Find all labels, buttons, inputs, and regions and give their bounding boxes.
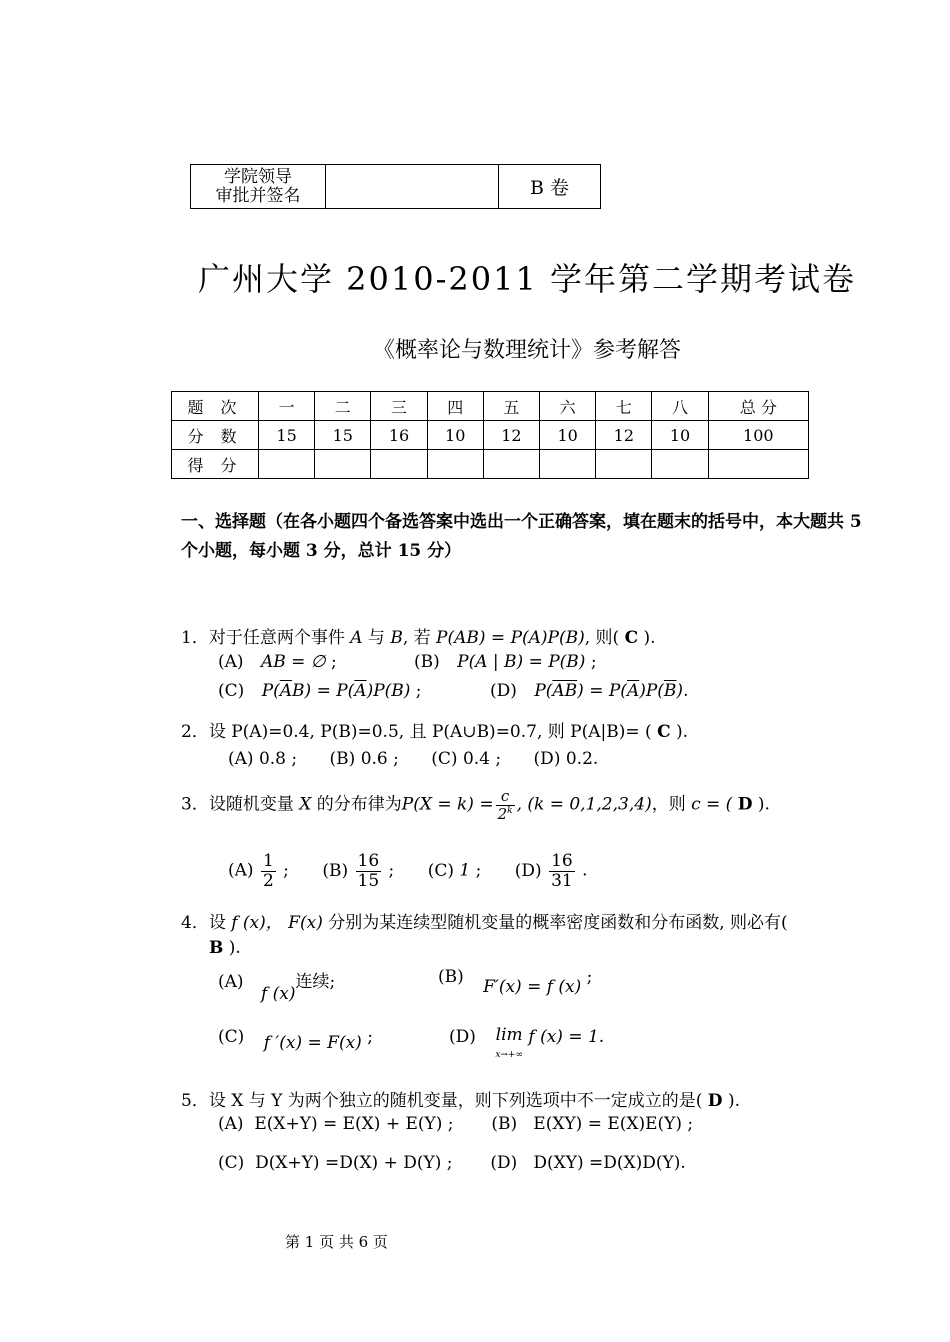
approval-label	[191, 165, 326, 209]
q5-options-line2: (C) D(X+Y) =D(X) + D(Y) ; (D) D(XY) =D(X)D(Y).	[218, 1153, 686, 1173]
points-cell: 10	[427, 421, 483, 450]
paper-version: B 卷	[499, 165, 601, 209]
q1-text: , 则(	[584, 628, 620, 648]
points-cell: 15	[259, 421, 315, 450]
q1-math: P(AB) = P(A)P(B)	[430, 628, 585, 648]
score-cell	[483, 450, 539, 479]
q1-option-c: (C) $P(\overline{A}B) = P(\overline{A})P(B)$ ;	[218, 681, 422, 701]
option-label: (D)	[449, 1027, 476, 1047]
q1-math: AB = ∅	[260, 652, 326, 672]
q3-fraction: $\frac{16}{15}$	[357, 851, 380, 891]
column-header: 七	[596, 392, 652, 421]
q5-text: ).	[727, 1091, 740, 1111]
q3-math: 1	[459, 860, 471, 881]
score-cell	[315, 450, 371, 479]
option-label: (B)	[322, 860, 349, 881]
row-label: 得 分	[172, 450, 259, 479]
q1-math: A	[344, 628, 368, 648]
q1-math: P(A | B) = P(B)	[457, 652, 586, 672]
question-2-stem	[181, 717, 688, 742]
column-header: 四	[427, 392, 483, 421]
points-cell: 10	[540, 421, 596, 450]
points-cell: 12	[483, 421, 539, 450]
score-cell	[596, 450, 652, 479]
column-header: 八	[652, 392, 708, 421]
q4-option-d: (D) lim x→+∞ f (x) = 1.	[449, 1025, 605, 1060]
option-label: (D)	[514, 860, 542, 881]
q4-text: 分别为某连续型随机变量的概率密度函数和分布函数, 则必有(	[328, 913, 788, 933]
option-label: (B)	[438, 967, 464, 987]
q4-text: 连续;	[295, 972, 336, 992]
points-cell: 10	[652, 421, 708, 450]
score-cell	[708, 450, 808, 479]
option-label: (A)	[228, 860, 254, 881]
column-header: 二	[315, 392, 371, 421]
q1-option-b: (B) P(A | B) = P(B) ;	[414, 652, 597, 672]
row-label: 题 次	[172, 392, 259, 421]
column-header: 六	[540, 392, 596, 421]
signature-cell	[326, 165, 499, 209]
score-table	[171, 391, 809, 479]
exam-subtitle: 《概率论与数理统计》参考解答	[372, 338, 681, 363]
q4-math: F′(x) = f (x)	[483, 977, 582, 997]
score-cell	[652, 450, 708, 479]
q4-option-c: (C) f ′(x) = F(x) ;	[218, 1027, 373, 1053]
q3-math: P(X = k) =	[401, 794, 494, 815]
q3-text: 的分布律为	[316, 794, 402, 815]
column-header: 三	[371, 392, 427, 421]
q3-answer: D	[737, 794, 753, 815]
q4-math: lim x→+∞	[495, 1025, 523, 1060]
question-5-stem	[181, 1086, 740, 1111]
q1-math: $P(\overline{A}B) = P(\overline{A})P(B)$	[261, 681, 411, 701]
option-label: (A)	[218, 972, 244, 992]
q3-fraction: $\frac{16}{31}$	[551, 851, 573, 891]
q3-text: 3．设随机变量	[181, 794, 294, 815]
q1-answer: C	[624, 628, 639, 648]
points-cell: 15	[315, 421, 371, 450]
q3-math: c = (	[685, 794, 733, 815]
q4-math: f (x)	[260, 984, 296, 1004]
q2-text: 2．设 P(A)=0.4, P(B)=0.5, 且 P(A∪B)=0.7, 则 P(A|B)= (	[181, 722, 652, 742]
q2-options: (A) 0.8 ; (B) 0.6 ; (C) 0.4 ; (D) 0.2.	[228, 749, 599, 769]
approval-label-line2: 审批并签名	[215, 185, 301, 206]
q3-math: , (k = 0,1,2,3,4)	[516, 794, 652, 815]
column-header: 一	[259, 392, 315, 421]
q4-math: f (x) = 1	[528, 1027, 599, 1047]
approval-label-line1: 学院领导	[224, 166, 292, 187]
q5-options-line1: (A) E(X+Y) = E(X) + E(Y) ; (B) E(XY) = E(X)E(Y) ;	[218, 1114, 694, 1134]
q1-math: B	[384, 628, 403, 648]
question-3-stem: 3．设随机变量 X 的分布律为P(X = k) = $\frac{c}{2^k}$ , (k = 0,1,2,3,4)，则 c = ( D ).	[181, 787, 770, 823]
points-cell: 12	[596, 421, 652, 450]
q4-text: ).	[228, 938, 241, 958]
q1-text: 1．对于任意两个事件	[181, 628, 345, 648]
q3-math: X	[293, 794, 317, 815]
q1-text: ).	[643, 628, 656, 648]
score-table-row	[172, 450, 809, 479]
q1-option-d: (D) $P(\overline{AB}) = P(\overline{A})P(\overline{B})$.	[490, 681, 689, 701]
q4-stem-cont	[209, 938, 241, 958]
q2-text: ).	[676, 722, 689, 742]
q4-option-a	[218, 967, 336, 1004]
question-4-stem	[181, 908, 788, 933]
q4-math: f (x)， F(x)	[225, 913, 329, 933]
q1-text: 与	[367, 628, 385, 648]
option-label: (C)	[218, 681, 245, 701]
q5-answer: D	[707, 1091, 723, 1111]
q3-options: (A) $\frac{1}{2}$ ; (B) $\frac{16}{15}$ ; (C) 1 ; (D) $\frac{16}{31}$ .	[228, 851, 588, 891]
q4-answer: B	[209, 938, 224, 958]
q4-math: f ′(x) = F(x)	[263, 1033, 362, 1053]
score-cell	[427, 450, 483, 479]
section-heading: 一、选择题（在各小题四个备选答案中选出一个正确答案，填在题末的括号中，本大题共 5 个小题，每小题 3 分，总计 15 分）	[181, 512, 862, 561]
exam-title: 广州大学 2010-2011 学年第二学期考试卷	[197, 260, 857, 298]
approval-box	[190, 164, 601, 209]
q3-fraction: $\frac{c}{2^k}$	[497, 787, 513, 823]
option-label: (C)	[427, 860, 454, 881]
q1-text: , 若	[402, 628, 431, 648]
question-1-stem	[181, 623, 656, 648]
points-cell: 16	[371, 421, 427, 450]
score-table-row	[172, 392, 809, 421]
q2-answer: C	[657, 722, 671, 742]
column-header: 总 分	[708, 392, 808, 421]
page-footer: 第 1 页 共 6 页	[285, 1233, 388, 1251]
option-label: (D)	[490, 681, 517, 701]
q4-text: 4．设	[181, 913, 226, 933]
score-table-row	[172, 421, 809, 450]
score-cell	[540, 450, 596, 479]
q1-option-a: (A) AB = ∅ ;	[218, 652, 337, 672]
q3-text: ，则	[651, 794, 686, 815]
option-label: (C)	[218, 1027, 245, 1047]
q5-text: 5．设 X 与 Y 为两个独立的随机变量，则下列选项中不一定成立的是(	[181, 1091, 703, 1111]
q4-option-b: (B) F′(x) = f (x) ;	[438, 967, 593, 997]
score-cell	[259, 450, 315, 479]
option-label: (A)	[218, 652, 244, 672]
q1-math: $P(\overline{AB}) = P(\overline{A})P(\overline{B})$	[534, 681, 684, 701]
option-label: (B)	[414, 652, 440, 672]
points-cell: 100	[708, 421, 808, 450]
q3-fraction: $\frac{1}{2}$	[262, 851, 274, 891]
score-cell	[371, 450, 427, 479]
column-header: 五	[483, 392, 539, 421]
row-label: 分 数	[172, 421, 259, 450]
